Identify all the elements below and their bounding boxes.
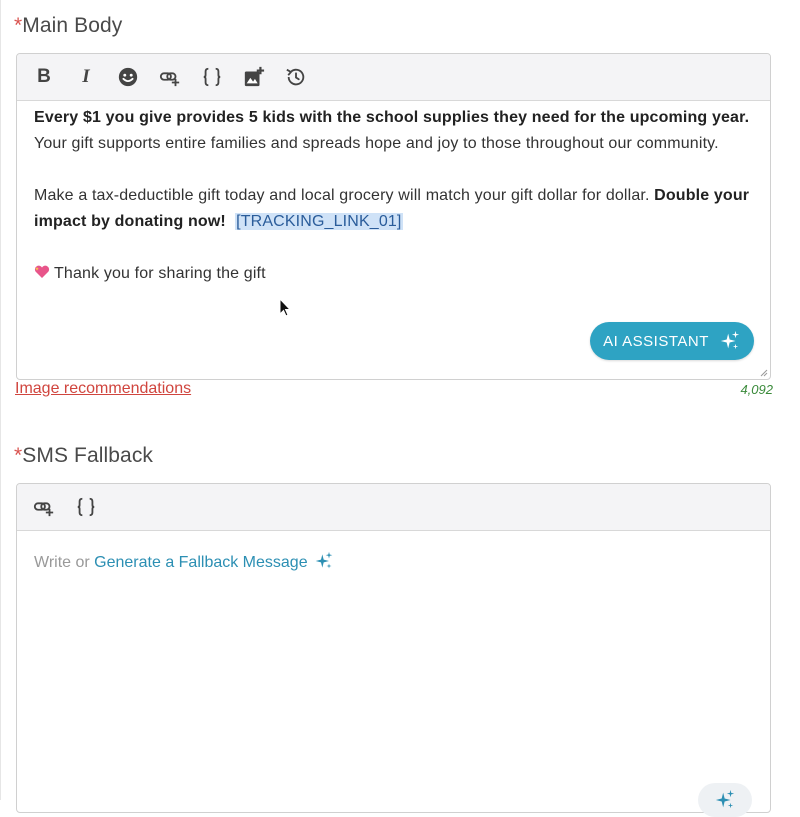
ai-assistant-label: AI ASSISTANT xyxy=(603,332,709,350)
sparkles-icon xyxy=(314,551,334,571)
curly-braces-icon xyxy=(75,496,97,518)
main-body-label xyxy=(14,14,122,38)
bold-button[interactable] xyxy=(29,62,59,92)
paragraph-2-bold: Double your impact by donating now! xyxy=(34,187,750,230)
history-icon xyxy=(285,66,307,88)
paragraph-2 xyxy=(34,183,753,235)
tracking-link-token[interactable]: [TRACKING_LINK_01] xyxy=(236,213,402,230)
resize-handle-icon[interactable] xyxy=(759,368,768,377)
required-mark: * xyxy=(14,14,23,37)
ai-assistant-button[interactable] xyxy=(590,322,754,360)
image-recommendations-link[interactable]: Image recommendations xyxy=(15,380,192,397)
sms-fallback-label-text: SMS Fallback xyxy=(22,444,154,467)
sparkling-heart-icon xyxy=(34,265,50,279)
paragraph-3-text: Thank you for sharing the gift xyxy=(54,265,266,282)
page-edge xyxy=(0,0,1,800)
main-body-editor[interactable] xyxy=(16,53,771,380)
paragraph-1-rest: Your gift supports entire families and spreads hope and joy to those throughout our community. xyxy=(34,135,719,152)
paragraph-3 xyxy=(34,261,753,287)
sms-placeholder-prefix: Write or xyxy=(34,554,95,571)
paragraph-2-normal: Make a tax-deductible gift today and local grocery will match your gift dollar for dollar. xyxy=(34,187,655,204)
insert-link-button[interactable] xyxy=(155,62,185,92)
insert-link-icon xyxy=(33,496,55,518)
main-body-toolbar xyxy=(17,54,770,101)
sparkles-icon xyxy=(719,330,741,352)
sms-fallback-label xyxy=(14,444,153,468)
add-image-icon xyxy=(243,66,265,88)
italic-label: I xyxy=(82,66,90,87)
mouse-pointer-icon xyxy=(279,298,291,318)
sms-personalization-button[interactable] xyxy=(71,492,101,522)
sparkles-icon xyxy=(714,789,736,811)
sms-ai-assistant-button[interactable] xyxy=(698,783,752,817)
bold-label: B xyxy=(37,66,51,87)
required-mark: * xyxy=(14,444,23,467)
sms-fallback-editor[interactable] xyxy=(16,483,771,813)
sms-placeholder xyxy=(34,551,334,572)
insert-link-icon xyxy=(159,66,181,88)
character-count: 4,092 xyxy=(740,382,773,397)
generate-fallback-link[interactable]: Generate a Fallback Message xyxy=(94,554,308,571)
add-image-button[interactable] xyxy=(239,62,269,92)
italic-button[interactable] xyxy=(71,62,101,92)
emoji-button[interactable] xyxy=(113,62,143,92)
curly-braces-icon xyxy=(201,66,223,88)
main-body-content[interactable] xyxy=(17,101,770,287)
paragraph-1-bold: Every $1 you give provides 5 kids with the school supplies they need for the upcoming year. xyxy=(34,109,750,126)
emoji-icon xyxy=(117,66,139,88)
sms-content-area[interactable] xyxy=(17,531,770,811)
paragraph-1 xyxy=(34,105,753,157)
personalization-button[interactable] xyxy=(197,62,227,92)
sms-toolbar xyxy=(17,484,770,531)
history-button[interactable] xyxy=(281,62,311,92)
main-body-label-text: Main Body xyxy=(22,14,123,37)
sms-insert-link-button[interactable] xyxy=(29,492,59,522)
